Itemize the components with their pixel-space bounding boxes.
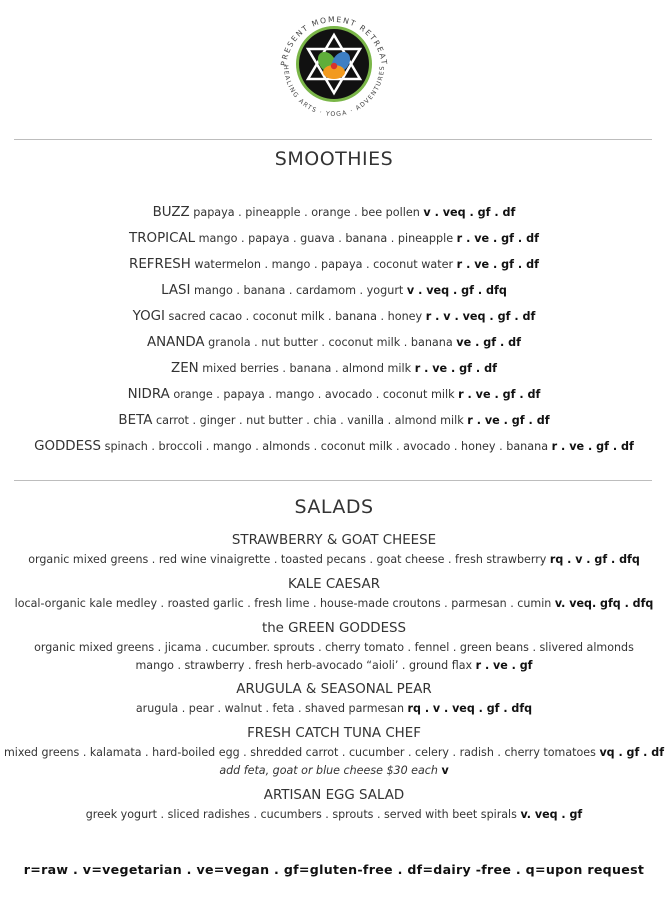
salad-description <box>0 596 668 612</box>
smoothie-name: BETA <box>118 413 153 428</box>
smoothie-item <box>0 257 668 273</box>
smoothie-item <box>0 387 668 403</box>
salad-name: ARTISAN EGG SALAD <box>263 788 405 803</box>
smoothie-item <box>0 205 668 221</box>
smoothie-name: BUZZ <box>152 205 190 220</box>
salad-diet-tags: rq . v . gf . dfq <box>549 553 640 566</box>
smoothie-item <box>0 231 668 247</box>
smoothie-diet-tags: r . v . veq . gf . df <box>425 310 536 323</box>
smoothie-ingredients: mango . papaya . guava . banana . pineapple <box>198 232 454 245</box>
retreat-logo <box>264 0 404 140</box>
smoothie-name: ANANDA <box>146 335 205 350</box>
salad-ingredients: local-organic kale medley . roasted garlic . fresh lime . house-made croutons . parmesan . cumin <box>14 597 552 610</box>
smoothie-diet-tags: r . ve . gf . df <box>456 258 539 271</box>
salad-name: the GREEN GODDESS <box>261 621 407 636</box>
smoothies-heading: SMOOTHIES <box>274 148 394 170</box>
smoothie-item <box>0 413 668 429</box>
salad-name: ARUGULA & SEASONAL PEAR <box>236 682 432 697</box>
salad-description <box>0 658 668 674</box>
smoothie-diet-tags: v . veq . gf . dfq <box>406 284 507 297</box>
salad-description <box>0 640 668 656</box>
smoothie-ingredients: watermelon . mango . papaya . coconut water <box>194 258 454 271</box>
salad-ingredients: greek yogurt . sliced radishes . cucumbers . sprouts . served with beet spirals <box>85 808 517 821</box>
salad-diet-tags: r . ve . gf <box>475 659 533 672</box>
smoothie-name: REFRESH <box>129 257 191 272</box>
smoothie-item <box>0 361 668 377</box>
salad-name: KALE CAESAR <box>287 577 381 592</box>
salad-name: FRESH CATCH TUNA CHEF <box>247 726 421 741</box>
smoothie-ingredients: papaya . pineapple . orange . bee pollen <box>193 206 420 219</box>
smoothie-name: NIDRA <box>127 387 170 402</box>
smoothie-name: YOGI <box>132 309 165 324</box>
smoothie-diet-tags: r . ve . gf . df <box>467 414 550 427</box>
smoothie-name: ZEN <box>171 361 199 376</box>
salads-heading: SALADS <box>294 496 374 518</box>
smoothie-ingredients: mixed berries . banana . almond milk <box>202 362 412 375</box>
salad-diet-tags: v <box>441 764 449 777</box>
smoothie-item <box>0 439 668 455</box>
smoothie-item <box>0 309 668 325</box>
salad-description <box>0 552 668 568</box>
smoothie-diet-tags: r . ve . gf . df <box>458 388 541 401</box>
salad-ingredients: organic mixed greens . red wine vinaigrette . toasted pecans . goat cheese . fresh strawberry <box>28 553 547 566</box>
smoothie-diet-tags: v . veq . gf . df <box>423 206 516 219</box>
logo-name-text: PRESENT MOMENT RETREAT <box>279 14 389 67</box>
logo-tagline-text: HEALING ARTS · YOGA · ADVENTURES <box>281 64 387 119</box>
salad-description <box>0 701 668 717</box>
salad-name: STRAWBERRY & GOAT CHEESE <box>231 533 437 548</box>
diet-legend: r=raw . v=vegetarian . ve=vegan . gf=gluten-free . df=dairy -free . q=upon request <box>23 862 645 877</box>
smoothie-diet-tags: r . ve . gf . df <box>456 232 539 245</box>
salad-description <box>0 763 668 779</box>
salad-ingredients: mango . strawberry . fresh herb-avocado “aioli’ . ground flax <box>135 659 473 672</box>
smoothie-ingredients: mango . banana . cardamom . yogurt <box>194 284 404 297</box>
salad-diet-tags: v. veq. gfq . dfq <box>554 597 654 610</box>
smoothie-ingredients: granola . nut butter . coconut milk . banana <box>208 336 453 349</box>
salad-diet-tags: vq . gf . df <box>599 746 665 759</box>
salad-ingredients: organic mixed greens . jicama . cucumber. sprouts . cherry tomato . fennel . green beans . slivered almonds <box>34 641 634 654</box>
salad-description <box>0 745 668 761</box>
smoothie-name: TROPICAL <box>129 231 196 246</box>
smoothie-diet-tags: r . ve . gf . df <box>551 440 634 453</box>
smoothie-ingredients: orange . papaya . mango . avocado . coconut milk <box>173 388 455 401</box>
salad-description <box>0 807 668 823</box>
salad-diet-tags: v. veq . gf <box>520 808 583 821</box>
logo-emblem-icon <box>264 0 404 140</box>
smoothie-item <box>0 283 668 299</box>
salad-ingredients: add feta, goat or blue cheese $30 each <box>219 764 438 777</box>
smoothie-ingredients: carrot . ginger . nut butter . chia . vanilla . almond milk <box>155 414 464 427</box>
salad-ingredients: mixed greens . kalamata . hard-boiled egg . shredded carrot . cucumber . celery . radish . cherry tomatoes <box>3 746 596 759</box>
smoothie-item <box>0 335 668 351</box>
smoothie-name: LASI <box>161 283 191 298</box>
smoothie-diet-tags: r . ve . gf . df <box>414 362 497 375</box>
smoothie-ingredients: sacred cacao . coconut milk . banana . honey <box>168 310 423 323</box>
divider-middle <box>14 480 652 481</box>
salad-diet-tags: rq . v . veq . gf . dfq <box>407 702 533 715</box>
divider-top <box>14 139 652 140</box>
smoothie-ingredients: spinach . broccoli . mango . almonds . coconut milk . avocado . honey . banana <box>104 440 549 453</box>
smoothie-name: GODDESS <box>34 439 102 454</box>
smoothie-diet-tags: ve . gf . df <box>456 336 522 349</box>
salad-ingredients: arugula . pear . walnut . feta . shaved parmesan <box>135 702 405 715</box>
